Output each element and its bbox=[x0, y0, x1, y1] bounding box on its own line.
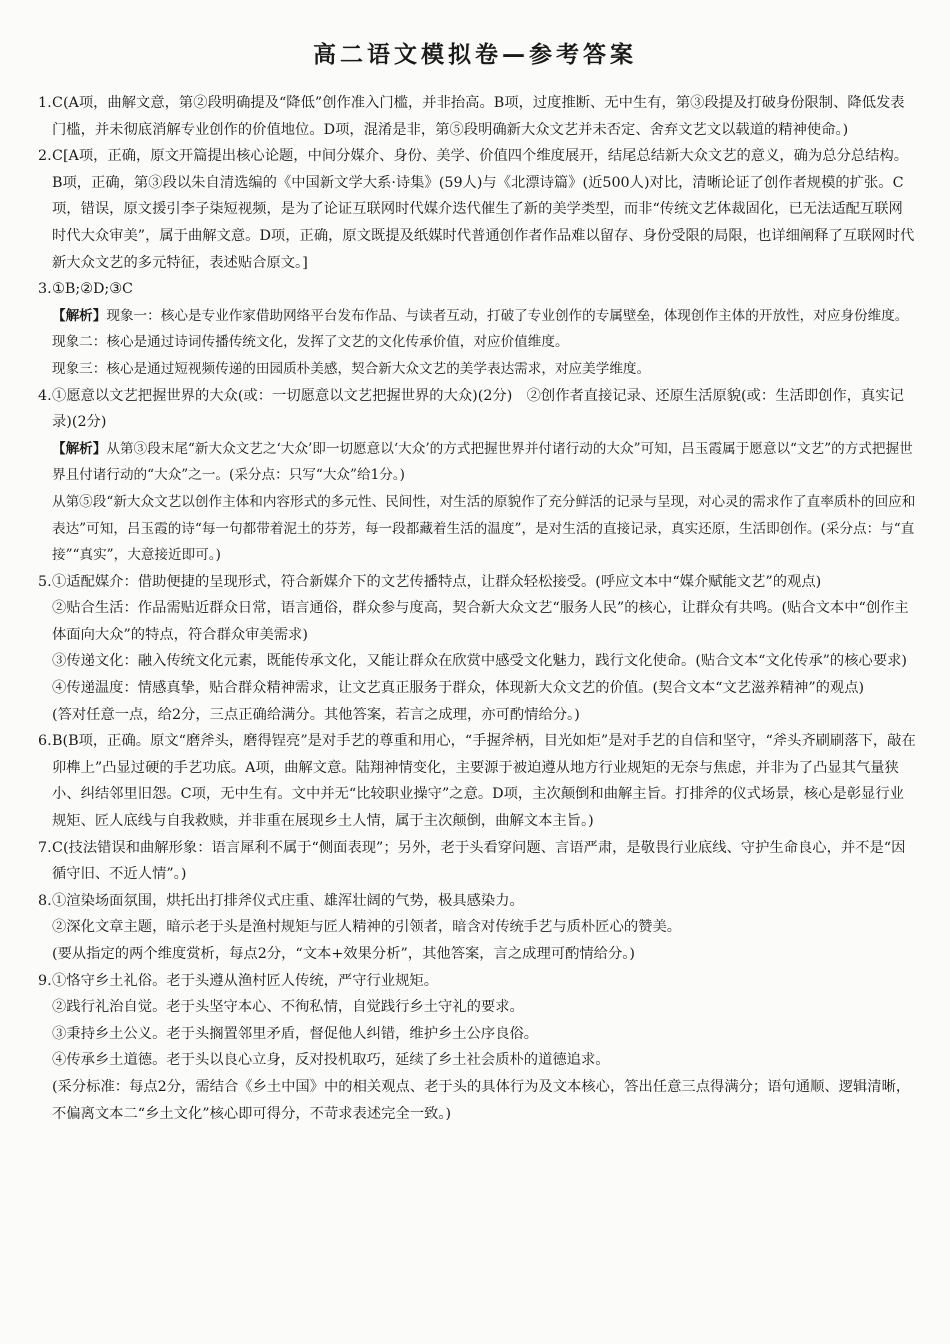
item-number: 5. bbox=[38, 573, 52, 590]
item-number: 2. bbox=[38, 148, 52, 165]
item-number: 9. bbox=[38, 972, 52, 989]
answer-point: ③传递文化：融入传统文化元素，既能传承文化，又能让群众在欣赏中感受文化魅力，践行文化使命。(贴合文本“文化传承”的核心要求) bbox=[52, 653, 907, 670]
analysis-tag: 【解析】 bbox=[52, 307, 107, 324]
answer-text: ①B;②D;③C bbox=[52, 281, 133, 298]
item-number: 7. bbox=[38, 839, 52, 856]
answer-text: C(A项，曲解文意，第②段明确提及“降低”创作准入门槛，并非抬高。B项，过度推断、无中生有，第③段提及打破身份限制、降低发表门槛，并未彻底消解专业创作的价值地位。D项，混淆是非，第⑤段明确新大众文艺并未否定、舍弃文艺文以载道的精神使命。) bbox=[52, 95, 905, 138]
analysis-paragraph: 从第⑤段“新大众文艺以创作主体和内容形式的多元性、民间性，对生活的原貌作了充分鲜活的记录与呈现，对心灵的需求作了直率质朴的回应和表达”可知，吕玉霞的诗“每一句都带着泥土的芬芳，每一段都藏着生活的温度”，是对生活的直接记录，真实还原，生活即创作。(采分点：与“直接”“真实”，大意接近即可。) bbox=[52, 493, 916, 564]
answer-item-8 bbox=[38, 888, 916, 968]
answer-point: ④传递温度：情感真挚，贴合群众精神需求，让文艺真正服务于群众，体现新大众文艺的价值。(契合文本“文艺滋养精神”的观点) bbox=[52, 680, 865, 697]
answer-item-1 bbox=[38, 90, 916, 143]
item-number: 3. bbox=[38, 281, 52, 298]
answer-text: B(B项，正确。原文“磨斧头，磨得锃亮”是对手艺的尊重和用心，“手握斧柄，目光如炬”是对手艺的自信和坚守，“斧头齐刷刷落下，敲在卯榫上”凸显过硬的手艺功底。A项，曲解文意。陆翔神情变化，主要源于被迫遵从地方行业规矩的无奈与焦虑，并非为了凸显其气量狭小、纠结邻里旧怨。C项，无中生有。文中并无“比较职业操守”之意。D项，主次颠倒和曲解主旨。打排斧的仪式场景，核心是彰显行业规矩、匠人底线与自我救赎，并非重在展现乡土人情，属于主次颠倒，曲解文本主旨。) bbox=[52, 733, 916, 830]
scoring-note: (采分标准：每点2分，需结合《乡土中国》中的相关观点、老于头的具体行为及文本核心，答出任意三点得满分；语句通顺、逻辑清晰，不偏离文本二“乡土文化”核心即可得分，不苛求表述完全一致。) bbox=[52, 1078, 911, 1122]
answer-item-6 bbox=[38, 728, 916, 834]
item-number: 6. bbox=[38, 733, 52, 750]
answer-list bbox=[38, 90, 916, 1127]
answer-text: ①恪守乡土礼俗。老于头遵从渔村匠人传统，严守行业规矩。 bbox=[52, 972, 439, 989]
answer-item-2 bbox=[38, 143, 916, 276]
page-title: 高二语文模拟卷—参考答案 bbox=[313, 42, 637, 68]
answer-item-9 bbox=[38, 968, 916, 1128]
analysis-text: 现象一：核心是专业作家借助网络平台发布作品、与读者互动，打破了专业创作的专属壁垒，体现创作主体的开放性，对应身份维度。 bbox=[106, 307, 909, 324]
answer-text: ①渲染场面氛围，烘托出打排斧仪式庄重、雄浑壮阔的气势，极具感染力。 bbox=[52, 892, 524, 909]
answer-point: ④传承乡土道德。老于头以良心立身，反对投机取巧，延续了乡土社会质朴的道德追求。 bbox=[52, 1052, 610, 1069]
answer-text: C[A项，正确，原文开篇提出核心论题，中间分媒介、身份、美学、价值四个维度展开，结尾总结新大众文艺的意义，确为总分总结构。B项，正确，第③段以朱自清选编的《中国新文学大系·诗集》(59人)与《北漂诗篇》(近500人)对比，清晰论证了创作者规模的扩张。C项，错误，原文援引李子柒短视频，是为了论证互联网时代媒介迭代催生了新的美学类型，而非“传统文艺体裁固化，已无法适配互联网时代大众审美”，属于曲解文意。D项，正确，原文既提及纸媒时代普通创作者作品难以留存、身份受限的局限，也详细阐释了互联网时代新大众文艺的多元特征，表述贴合原文。] bbox=[52, 148, 915, 271]
answer-item-7 bbox=[38, 835, 916, 888]
answer-item-3 bbox=[38, 276, 916, 382]
answer-text: ①愿意以文艺把握世界的大众(或：一切愿意以文艺把握世界的大众)(2分) ②创作者直接记录、还原生活原貌(或：生活即创作，真实记录)(2分) bbox=[52, 387, 904, 431]
answer-text: C(技法错误和曲解形象：语言犀利不属于“侧面表现”；另外，老于头看穿问题、言语严肃，是敬畏行业底线、守护生命良心，并不是“因循守旧、不近人情”。) bbox=[52, 839, 906, 883]
answer-point: ③秉持乡土公义。老于头搁置邻里矛盾，督促他人纠错，维护乡土公序良俗。 bbox=[52, 1025, 539, 1042]
answer-point: ②深化文章主题，暗示老于头是渔村规矩与匠人精神的引领者，暗含对传统手艺与质朴匠心的赞美。 bbox=[52, 919, 682, 936]
item-number: 4. bbox=[38, 387, 52, 404]
answer-item-5 bbox=[38, 569, 916, 729]
item-number: 1. bbox=[38, 95, 52, 111]
analysis-tag: 【解析】 bbox=[52, 440, 107, 457]
analysis-paragraph: 现象三：核心是通过短视频传递的田园质朴美感，契合新大众文艺的美学表达需求，对应美学维度。 bbox=[52, 360, 651, 377]
analysis-paragraph bbox=[52, 303, 916, 330]
answer-point: ②贴合生活：作品需贴近群众日常，语言通俗，群众参与度高，契合新大众文艺“服务人民”的核心，让群众有共鸣。(贴合文本中“创作主体面向大众”的特点，符合群众审美需求) bbox=[52, 600, 909, 643]
scoring-note: (要从指定的两个维度赏析，每点2分，“文本+效果分析”，其他答案，言之成理可酌情给分。) bbox=[52, 946, 635, 962]
analysis-text: 从第③段末尾“新大众文艺之‘大众’即一切愿意以‘大众’的方式把握世界并付诸行动的大众”可知，吕玉霞属于愿意以“文艺”的方式把握世界且付诸行动的“大众”之一。(采分点：只写“大众”给1分。) bbox=[52, 440, 913, 484]
answer-point: ②践行礼治自觉。老于头坚守本心、不徇私情，自觉践行乡土守礼的要求。 bbox=[52, 999, 524, 1016]
analysis-paragraph: 现象二：核心是通过诗词传播传统文化，发挥了文艺的文化传承价值，对应价值维度。 bbox=[52, 334, 569, 351]
answer-text: ①适配媒介：借助便捷的呈现形式，符合新媒介下的文艺传播特点，让群众轻松接受。(呼应文本中“媒介赋能文艺”的观点) bbox=[52, 573, 822, 590]
analysis-paragraph bbox=[52, 436, 916, 489]
scoring-note: (答对任意一点，给2分，三点正确给满分。其他答案，若言之成理，亦可酌情给分。) bbox=[52, 706, 580, 723]
item-number: 8. bbox=[38, 892, 52, 909]
answer-item-4 bbox=[38, 383, 916, 569]
